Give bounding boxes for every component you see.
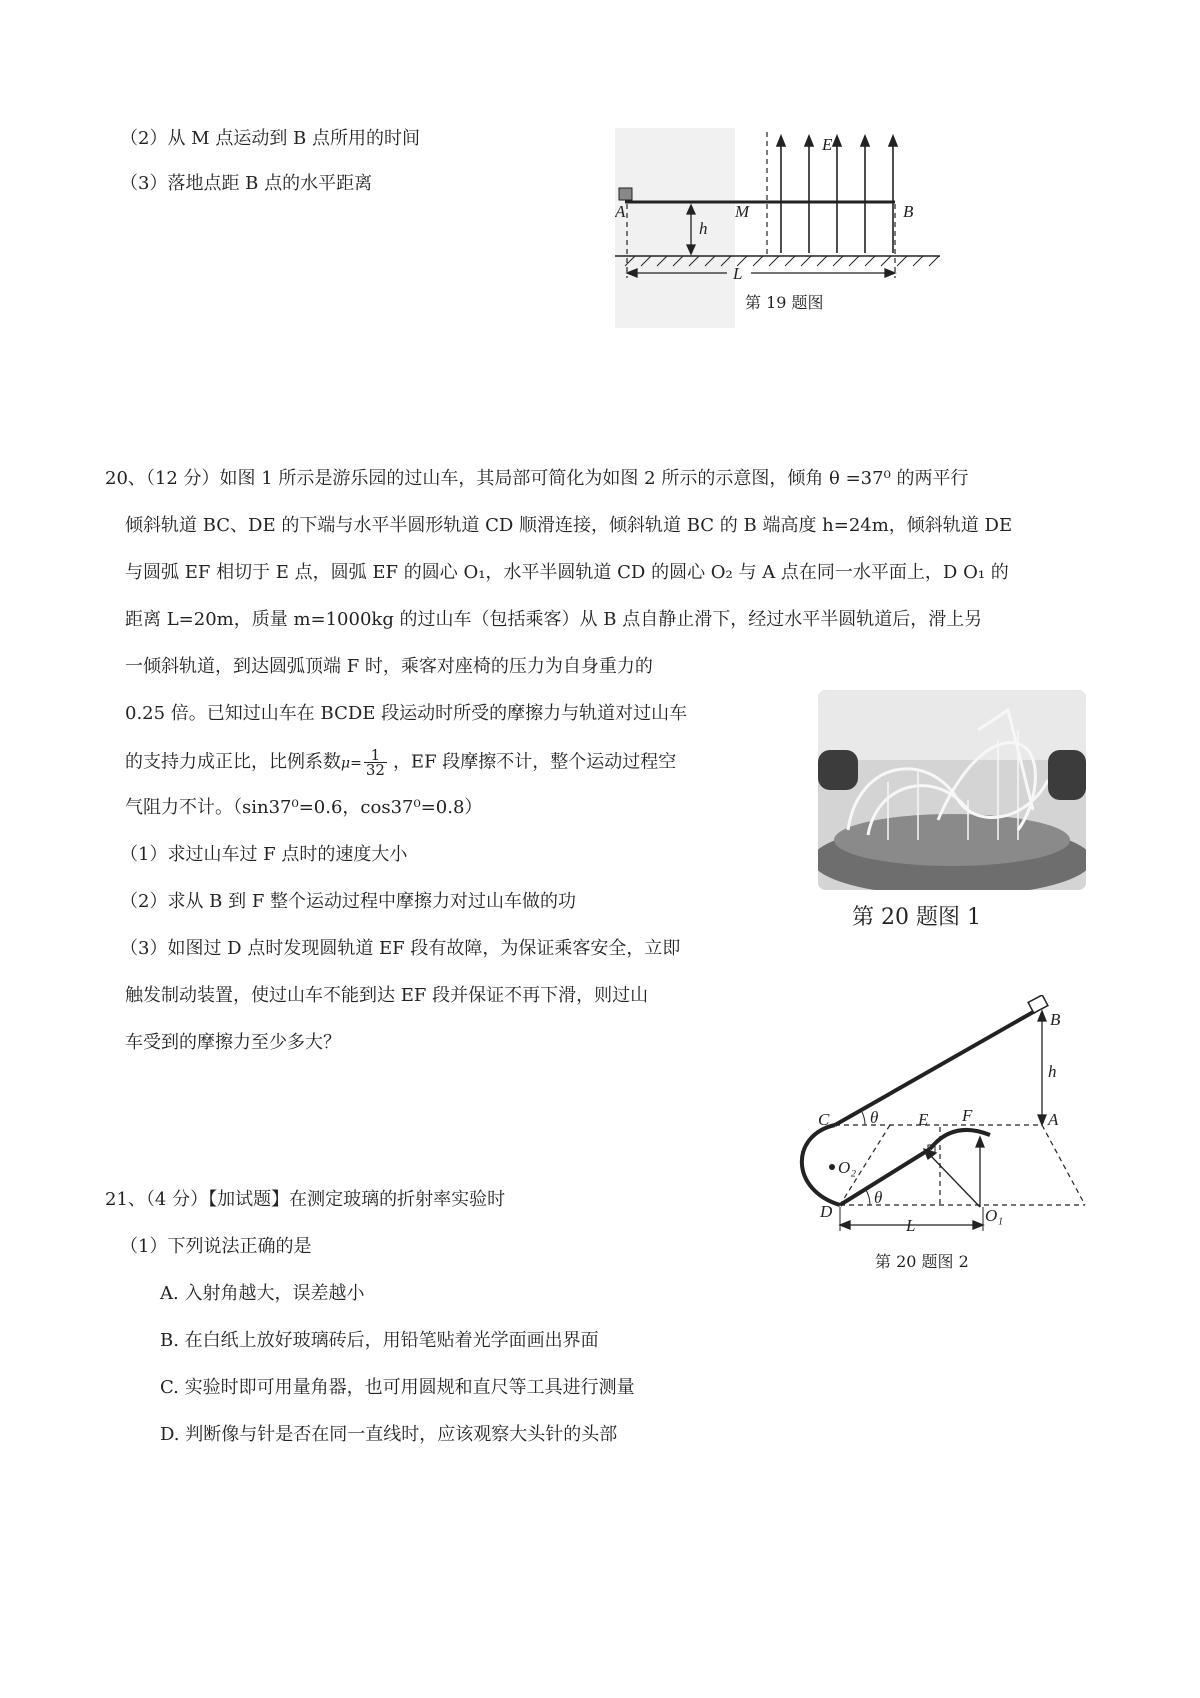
mu-denominator: 32 (365, 761, 385, 779)
q20-line-4: 距离 L=20m，质量 m=1000kg 的过山车（包括乘客）从 B 点自静止滑下，经过水平半圆轨道后，滑上另 (125, 609, 983, 630)
mu-fraction (364, 748, 387, 777)
q20-line-5: 一倾斜轨道，到达圆弧顶端 F 时，乘客对座椅的压力为自身重力的 (125, 656, 653, 677)
fig20-2-label-A: A (1048, 1110, 1059, 1129)
fig20-2-label-F: F (962, 1106, 973, 1125)
fig19-label-L: L (733, 264, 743, 283)
fig20-2-label-L: L (906, 1216, 916, 1235)
q20-line-2: 倾斜轨道 BC、DE 的下端与水平半圆形轨道 CD 顺滑连接，倾斜轨道 BC 的 B 端高度 h=24m，倾斜轨道 DE (125, 515, 1013, 536)
fig19-label-B: B (903, 202, 914, 221)
q20-line-7 (125, 748, 676, 777)
fig20-2-label-theta-2: θ (874, 1188, 883, 1207)
fig20-1-caption: 第 20 题图 1 (852, 905, 981, 930)
fig20-2-label-O2: O₂ (838, 1158, 857, 1177)
mu-symbol: μ= (341, 755, 362, 772)
q20-part2: （2）求从 B 到 F 整个运动过程中摩擦力对过山车做的功 (120, 891, 577, 912)
q20-line-8: 气阻力不计。（sin37⁰=0.6，cos37⁰=0.8） (125, 797, 483, 818)
q19-part2: （2）从 M 点运动到 B 点所用的时间 (120, 128, 420, 149)
fig20-2-caption: 第 20 题图 2 (875, 1252, 969, 1271)
q20-part3-line-2: 触发制动装置，使过山车不能到达 EF 段并保证不再下滑，则过山 (125, 985, 649, 1006)
fig20-2-label-D: D (820, 1202, 833, 1221)
q20-line-1: 20、（12 分）如图 1 所示是游乐园的过山车，其局部可简化为如图 2 所示的示意图，倾角 θ =37⁰ 的两平行 (105, 468, 969, 489)
q21-option-b: B. 在白纸上放好玻璃砖后，用铅笔贴着光学面画出界面 (160, 1330, 599, 1351)
q20-line-3: 与圆弧 EF 相切于 E 点，圆弧 EF 的圆心 O₁，水平半圆轨道 CD 的圆心 O₂ 与 A 点在同一水平面上，D O₁ 的 (125, 562, 1009, 583)
roller-coaster-photo (818, 690, 1086, 890)
fig19-label-M: M (735, 202, 750, 221)
q20-part3-line-1: （3）如图过 D 点时发现圆轨道 EF 段有故障，为保证乘客安全，立即 (120, 938, 681, 959)
q21-option-c: C. 实验时即可用量角器，也可用圆规和直尺等工具进行测量 (160, 1377, 635, 1398)
q19-part3: （3）落地点距 B 点的水平距离 (120, 173, 373, 194)
fig20-2-label-theta-1: θ (870, 1108, 879, 1127)
fig20-2-label-B: B (1050, 1010, 1061, 1029)
q21-option-a: A. 入射角越大，误差越小 (160, 1283, 365, 1304)
fig19-caption: 第 19 题图 (745, 293, 824, 312)
fig20-2-label-h: h (1048, 1062, 1057, 1081)
fig19-label-E: E (822, 135, 833, 154)
q21-part1: （1）下列说法正确的是 (120, 1236, 312, 1257)
fig20-2-label-E: E (918, 1110, 929, 1129)
q20-part3-line-3: 车受到的摩擦力至少多大？ (125, 1032, 341, 1053)
mu-numerator: 1 (364, 748, 387, 763)
fig19-label-h: h (699, 219, 708, 238)
figure-20-1-caption (818, 898, 1018, 934)
fig20-2-label-O1: O₁ (985, 1206, 1004, 1225)
q20-line-7-post: ，EF 段摩擦不计，整个运动过程空 (392, 751, 677, 773)
fig19-label-A: A (615, 202, 626, 221)
figure-20-2 (780, 995, 1110, 1275)
figure-19 (615, 128, 955, 340)
fig20-2-label-C: C (818, 1110, 830, 1129)
q20-part1: （1）求过山车过 F 点时的速度大小 (120, 844, 408, 865)
q21-option-d: D. 判断像与针是否在同一直线时，应该观察大头针的头部 (160, 1424, 618, 1445)
q20-line-7-pre: 的支持力成正比，比例系数 (125, 751, 341, 773)
q20-line-6: 0.25 倍。已知过山车在 BCDE 段运动时所受的摩擦力与轨道对过山车 (125, 703, 688, 724)
q21-title: 21、（4 分）【加试题】在测定玻璃的折射率实验时 (105, 1189, 506, 1210)
